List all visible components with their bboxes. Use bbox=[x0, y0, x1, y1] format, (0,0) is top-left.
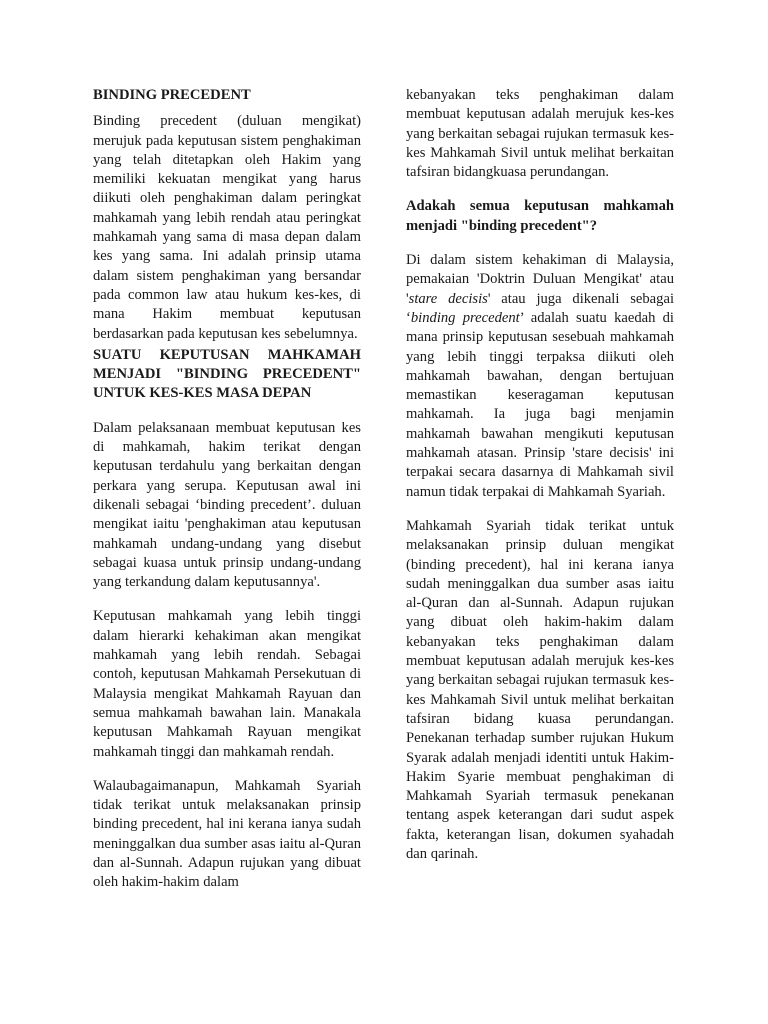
left-column bbox=[93, 86, 361, 908]
doktrin-italic-binding-precedent: binding precedent bbox=[410, 309, 520, 326]
paragraph-continuation: kebanyakan teks penghakiman dalam membuat keputusan adalah merujuk kes-kes yang berkaitan sebagai rujukan termasuk kes-kes Mahkamah Sivil untuk melihat berkaitan tafsiran bidangkuasa perundangan. bbox=[406, 87, 674, 181]
doktrin-italic-stare-decisis: stare decisis bbox=[408, 290, 488, 307]
paragraph-hierarki: Keputusan mahkamah yang lebih tinggi dalam hierarki kehakiman akan mengikat mahkamah yang lebih rendah. Sebagai contoh, keputusan Mahkamah Persekutuan di Malaysia mengikat Mahkamah Rayuan dan semua mahkamah bawahan lain. Manakala keputusan Mahkamah Rayuan mengikat mahkamah tinggi dan mahkamah rendah. bbox=[93, 608, 361, 760]
doktrin-text-b: ' atau juga dikenali sebagai ‘ bbox=[406, 290, 674, 326]
section-heading-keputusan-mahkamah: SUATU KEPUTUSAN MAHKAMAH MENJADI "BINDING PRECEDENT" UNTUK KES-KES MASA DEPAN bbox=[93, 346, 361, 402]
paragraph-pelaksanaan: Dalam pelaksanaan membuat keputusan kes di mahkamah, hakim terikat dengan keputusan terdahulu yang berkaitan dengan perkara yang serupa. Keputusan awal ini dikenali sebagai ‘binding precedent’. duluan mengikat iaitu 'penghakiman atau keputusan mahkamah undang-undang yang disebut sebagai kuasa untuk prinsip undang-undang yang terkandung dalam keputusannya'. bbox=[93, 419, 361, 591]
section-heading-binding-precedent: BINDING PRECEDENT bbox=[93, 87, 251, 103]
paragraph-syariah-sources: Mahkamah Syariah tidak terikat untuk melaksanakan prinsip duluan mengikat (binding precedent), hal ini kerana ianya sudah meninggalkan dua sumber asas iaitu al-Quran dan al-Sunnah. Adapun rujukan yang dibuat oleh hakim-hakim dalam kebanyakan teks penghakiman dalam membuat keputusan adalah merujuk kes-kes yang berkaitan sebagai rujukan termasuk kes-kes Mahkamah Sivil untuk melihat berkaitan tafsiran bidang kuasa perundangan. Penekanan terhadap sumber rujukan Hukum Syarak adalah menjadi identiti untuk Hakim-Hakim Syarie membuat penghakiman di Mahkamah Syariah termasuk penekanan tentang aspek keterangan dari sudut aspek fakta, keterangan lisan, dokumen syahadah dan qarinah. bbox=[406, 517, 674, 862]
doktrin-text-a: Di dalam sistem kehakiman di Malaysia, pemakaian 'Doktrin Duluan Mengikat' atau ' bbox=[406, 252, 674, 307]
doktrin-text-c: ’ adalah suatu kaedah di mana prinsip keputusan sesebuah mahkamah yang lebih tinggi terpaksa diikuti oleh mahkamah bawahan, dengan bertujuan memastikan keseragaman keputusan mahkamah. Ia juga bagi menjamin mahkamah bawahan mengikuti keputusan mahkamah atasan. Prinsip 'stare decisis' ini terpakai secara dasarnya di Mahkamah sivil namun tidak terpakai di Mahkamah Syariah. bbox=[406, 309, 674, 500]
paragraph-doktrin bbox=[406, 251, 674, 502]
section-heading-question: Adakah semua keputusan mahkamah menjadi "binding precedent"? bbox=[406, 198, 674, 234]
right-column bbox=[406, 86, 674, 879]
paragraph-definition: Binding precedent (duluan mengikat) merujuk pada keputusan sistem penghakiman yang telah ditetapkan oleh Hakim yang memiliki kekuatan mengikat yang harus diikuti oleh penghakiman dalam peringkat mahkamah yang lebih rendah atau peringkat mahkamah yang sama di masa depan dalam kes yang sama. Ini adalah prinsip utama dalam sistem penghakiman yang bersandar pada common law atau hukum kes-kes, di mana Hakim membuat keputusan berdasarkan pada keputusan kes sebelumnya. bbox=[93, 113, 361, 342]
paragraph-mahkamah-syariah: Walaubagaimanapun, Mahkamah Syariah tidak terikat untuk melaksanakan prinsip binding precedent, hal ini kerana ianya sudah meninggalkan dua sumber asas iaitu al-Quran dan al-Sunnah. Adapun rujukan yang dibuat oleh hakim-hakim dalam bbox=[93, 777, 361, 891]
